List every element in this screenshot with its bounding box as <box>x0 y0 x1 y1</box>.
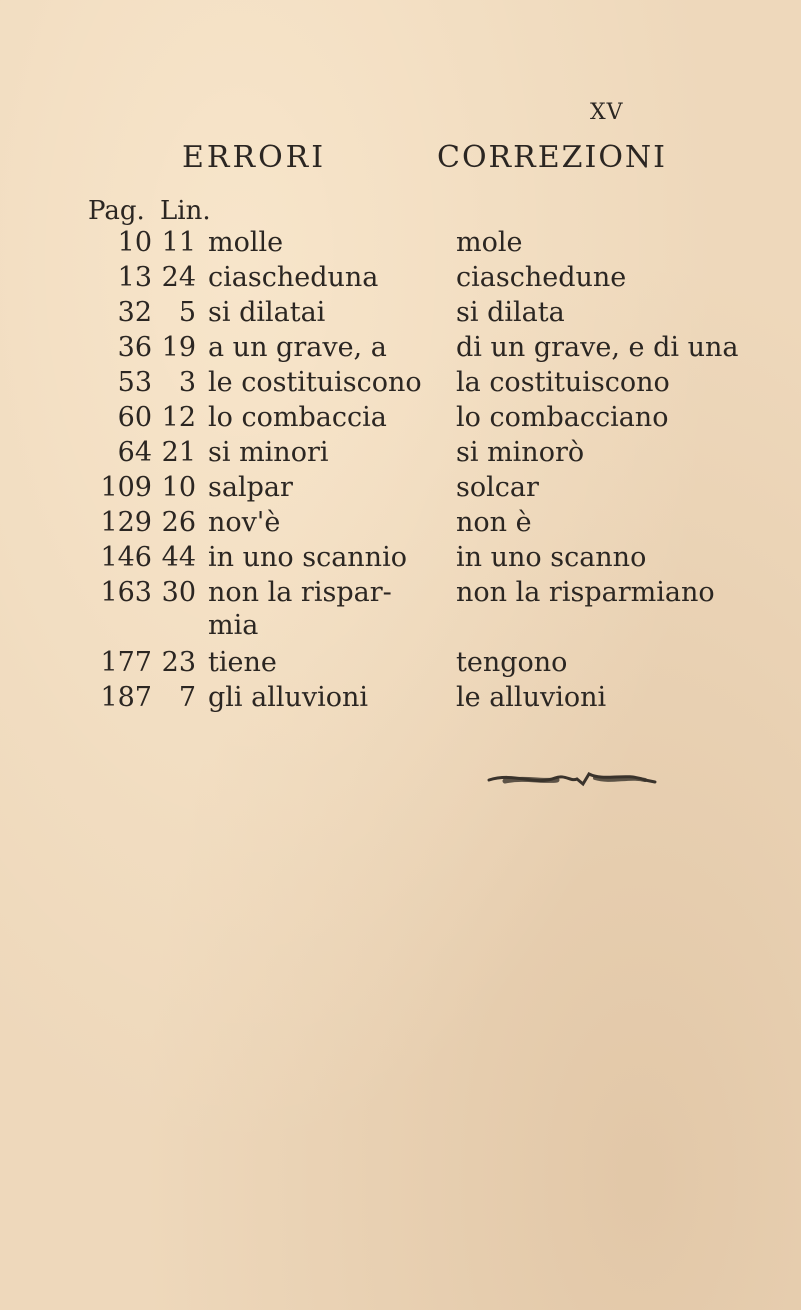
line-number: 11 <box>161 227 196 258</box>
page-folio: XV <box>590 100 624 125</box>
page-number: 13 <box>117 262 152 293</box>
correction-text: tengono <box>456 647 568 678</box>
line-number: 10 <box>161 472 196 503</box>
page-number: 10 <box>117 227 152 258</box>
correction-text: in uno scanno <box>456 542 647 573</box>
correction-text: solcar <box>456 472 539 503</box>
error-text: ciascheduna <box>208 262 379 293</box>
page-number: 32 <box>117 297 152 328</box>
errata-row <box>0 331 801 365</box>
page-number: 177 <box>100 647 152 678</box>
line-number: 3 <box>178 367 196 398</box>
header-correzioni: CORREZIONI <box>437 140 668 175</box>
errata-row <box>0 609 801 643</box>
correction-text: non è <box>456 507 532 538</box>
header-errori: ERRORI <box>182 140 327 175</box>
errata-row <box>0 541 801 575</box>
correction-text: la costituiscono <box>456 367 670 398</box>
errata-row <box>0 226 801 260</box>
errata-row <box>0 576 801 610</box>
errata-row <box>0 296 801 330</box>
page-number: 53 <box>117 367 152 398</box>
correction-text: si minorò <box>456 437 585 468</box>
errata-row <box>0 436 801 470</box>
page-number: 60 <box>117 402 152 433</box>
page-number: 36 <box>117 332 152 363</box>
error-text: non la rispar- <box>208 577 392 608</box>
tailpiece-ornament-icon <box>485 768 661 790</box>
error-text: le costituiscono <box>208 367 422 398</box>
error-text: gli alluvioni <box>208 682 369 713</box>
error-text: in uno scannio <box>208 542 407 573</box>
correction-text: mole <box>456 227 523 258</box>
errata-row <box>0 261 801 295</box>
page-number: 163 <box>100 577 152 608</box>
error-text: tiene <box>208 647 277 678</box>
line-number: 12 <box>161 402 196 433</box>
pag-column-label: Pag. <box>88 196 145 226</box>
line-number: 7 <box>178 682 196 713</box>
page-number: 109 <box>100 472 152 503</box>
error-text: mia <box>208 610 259 641</box>
line-number: 19 <box>161 332 196 363</box>
page-number: 129 <box>100 507 152 538</box>
correction-text: si dilata <box>456 297 565 328</box>
errata-row <box>0 471 801 505</box>
line-number: 21 <box>161 437 196 468</box>
correction-text: non la risparmiano <box>456 577 715 608</box>
errata-row <box>0 681 801 715</box>
page-number: 187 <box>100 682 152 713</box>
correction-text: lo combacciano <box>456 402 669 433</box>
correction-text: di un grave, e di una <box>456 332 739 363</box>
correction-text: ciaschedune <box>456 262 627 293</box>
page-number: 146 <box>100 542 152 573</box>
line-number: 26 <box>161 507 196 538</box>
errata-row <box>0 646 801 680</box>
errata-row <box>0 366 801 400</box>
line-number: 5 <box>178 297 196 328</box>
errata-row <box>0 506 801 540</box>
line-number: 44 <box>161 542 196 573</box>
error-text: nov'è <box>208 507 281 538</box>
errata-row <box>0 401 801 435</box>
error-text: a un grave, a <box>208 332 387 363</box>
error-text: lo combaccia <box>208 402 387 433</box>
page-number: 64 <box>117 437 152 468</box>
line-number: 30 <box>161 577 196 608</box>
correction-text: le alluvioni <box>456 682 607 713</box>
line-number: 24 <box>161 262 196 293</box>
line-number: 23 <box>161 647 196 678</box>
lin-column-label: Lin. <box>160 196 211 226</box>
error-text: molle <box>208 227 284 258</box>
error-text: si dilatai <box>208 297 326 328</box>
error-text: si minori <box>208 437 329 468</box>
error-text: salpar <box>208 472 293 503</box>
